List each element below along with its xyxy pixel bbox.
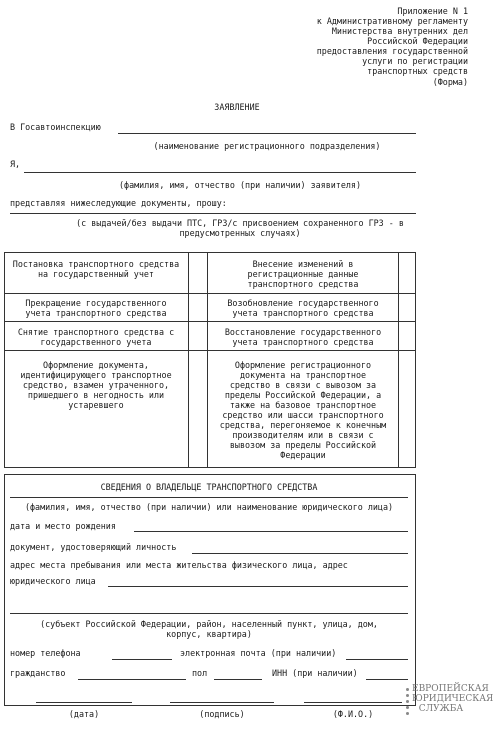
i-hint: (фамилия, имя, отчество (при наличии) заявителя) (118, 180, 362, 190)
owner-title: СВЕДЕНИЯ О ВЛАДЕЛЬЦЕ ТРАНСПОРТНОГО СРЕДСТВА (100, 482, 318, 492)
birth-label: дата и место рождения (10, 521, 116, 531)
date-line[interactable] (36, 702, 132, 703)
sex-label: пол (192, 668, 208, 678)
sex-field-line[interactable] (214, 679, 262, 680)
address-field-line-2[interactable] (10, 613, 408, 614)
option-restore[interactable]: Восстановление государственного учета транспортного средства (224, 327, 382, 347)
header-line: Министерства внутренних дел (331, 26, 468, 36)
address-label: юридического лица (10, 576, 96, 586)
options-row-divider (4, 321, 415, 322)
options-row-divider (4, 350, 415, 351)
inn-field-line[interactable] (366, 679, 408, 680)
birth-field-line[interactable] (134, 531, 408, 532)
form-label: (Форма) (432, 77, 468, 87)
option-change-data[interactable]: Внесение изменений в регистрационные данные транспортного средства (247, 259, 359, 289)
fio-hint: (Ф.И.О.) (332, 709, 374, 719)
header-line: транспортных средств (367, 66, 468, 76)
to-label: В Госавтоинспекцию (10, 122, 101, 132)
header-line: предоставления государственной (316, 46, 468, 56)
owner-name-hint: (фамилия, имя, отчество (при наличии) или наименование юридического лица) (24, 502, 394, 512)
date-hint: (дата) (68, 709, 100, 719)
options-divider (207, 252, 208, 467)
address-hint: (субъект Российской Федерации, район, населенный пункт, улица, дом, (40, 619, 378, 629)
docs-hint: (с выдачей/без выдачи ПТС, ГРЗ/с присвоением сохраненного ГРЗ - в (76, 218, 404, 228)
phone-field-line[interactable] (112, 659, 172, 660)
page-title: ЗАЯВЛЕНИЕ (214, 102, 260, 112)
to-hint: (наименование регистрационного подразделения) (153, 141, 381, 151)
inn-label: ИНН (при наличии) (272, 668, 358, 678)
address-label: адрес места пребывания или места жительства физического лица, адрес (10, 560, 348, 570)
docs-hint: предусмотренных случаях) (179, 228, 301, 238)
docs-field-line[interactable] (10, 213, 416, 214)
phone-label: номер телефона (10, 648, 81, 658)
header-line: Российской Федерации (367, 36, 468, 46)
option-register[interactable]: Постановка транспортного средства на государственный учет (12, 259, 180, 279)
docs-label: представляя нижеследующие документы, прошу: (10, 198, 227, 208)
option-export-registration[interactable]: Оформление регистрационного документа на транспортное средство в связи с вывозом за пределы Российской Федерации, а также на базовое транспортное средство или шасси транспортного средства, перегоняемое к конечным производителям или в связи с вывозом за пределы Российской Федерации (219, 360, 387, 460)
citizenship-label: гражданство (10, 668, 66, 678)
citizenship-field-line[interactable] (78, 679, 186, 680)
address-hint: корпус, квартира) (166, 629, 252, 639)
name-field-line[interactable] (24, 172, 416, 173)
option-resume[interactable]: Возобновление государственного учета транспортного средства (227, 298, 379, 318)
id-document-label: документ, удостоверяющий личность (10, 542, 177, 552)
id-document-field-line[interactable] (192, 553, 408, 554)
i-label: Я, (10, 159, 21, 169)
header-line: к Административному регламенту (316, 16, 468, 26)
signature-hint: (подпись) (199, 709, 245, 719)
option-deregister[interactable]: Снятие транспортного средства с государственного учета (17, 327, 175, 347)
fio-line[interactable] (304, 702, 402, 703)
header-line: услуги по регистрации (362, 56, 468, 66)
signature-line[interactable] (170, 702, 274, 703)
email-field-line[interactable] (346, 659, 408, 660)
email-label: электронная почта (при наличии) (180, 648, 337, 658)
to-field-line[interactable] (118, 133, 416, 134)
options-checkbox-divider (188, 252, 189, 467)
options-row-divider (4, 293, 415, 294)
header-line: Приложение N 1 (397, 6, 468, 16)
option-replace-document[interactable]: Оформление документа, идентифицирующего транспортное средство, взамен утраченного, пришедшего в негодность или устаревшего (20, 360, 172, 410)
address-field-line[interactable] (108, 586, 408, 587)
logo-dots-icon (404, 686, 412, 722)
appendix-header (208, 6, 468, 87)
owner-name-line[interactable] (10, 497, 408, 498)
options-checkbox-divider (398, 252, 399, 467)
option-terminate[interactable]: Прекращение государственного учета транспортного средства (25, 298, 167, 318)
watermark-logo: ЕВРОПЕЙСКАЯ ЮРИДИЧЕСКАЯ СЛУЖБА (412, 684, 470, 714)
